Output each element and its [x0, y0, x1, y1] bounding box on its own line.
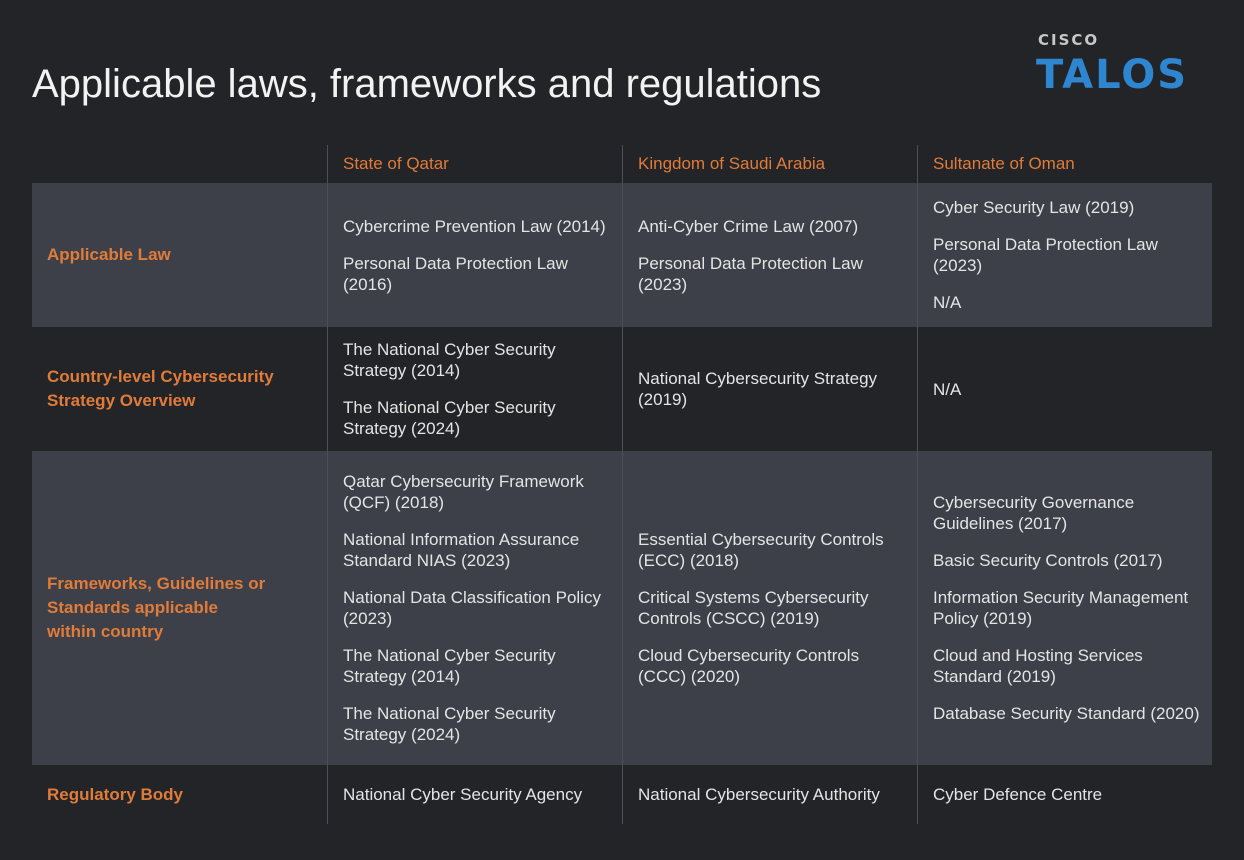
cell-item: National Cybersecurity Strategy (2019): [638, 369, 878, 409]
row-label-cell: [32, 765, 327, 824]
cell-item: Critical Systems Cybersecurity Controls (CSCC) (2019): [638, 588, 869, 628]
row-label-cell: [32, 327, 327, 451]
cell-item: National Data Classification Policy (2023): [343, 588, 601, 628]
header-oman: Sultanate of Oman: [917, 145, 1212, 183]
cell-item: Cloud Cybersecurity Controls (CCC) (2020): [638, 646, 860, 686]
cell-item: Qatar Cybersecurity Framework (QCF) (2018): [343, 472, 584, 512]
cell-item: Cybersecurity Governance Guidelines (2017): [933, 493, 1135, 533]
page-title: Applicable laws, frameworks and regulations: [32, 62, 822, 106]
row-label: Frameworks, Guidelines or Standards applicable within country: [47, 574, 266, 641]
table-cell: [622, 765, 917, 824]
header-saudi-arabia: Kingdom of Saudi Arabia: [622, 145, 917, 183]
cell-item: Cyber Defence Centre: [933, 785, 1103, 804]
logo-talos-text: TALOS: [1036, 52, 1189, 98]
laws-table: [32, 145, 1212, 824]
row-label-cell: [32, 451, 327, 765]
cell-item: Anti-Cyber Crime Law (2007): [638, 216, 859, 236]
table-cell: [917, 183, 1212, 327]
cell-item: The National Cyber Security Strategy (2024): [343, 704, 556, 744]
cell-item: Cloud and Hosting Services Standard (2019): [933, 646, 1143, 686]
logo-cisco-text: CISCO: [1038, 31, 1100, 49]
cell-item: National Cybersecurity Authority: [638, 785, 880, 804]
cell-item: Information Security Management Policy (2019): [933, 588, 1189, 628]
table-row: [32, 183, 1212, 327]
cell-item: N/A: [933, 379, 962, 399]
cell-item: Cyber Security Law (2019): [933, 198, 1135, 217]
table-cell: [622, 327, 917, 451]
cell-item: Basic Security Controls (2017): [933, 551, 1163, 570]
header-qatar: State of Qatar: [327, 145, 622, 183]
table-cell: [917, 765, 1212, 824]
table-cell: [327, 327, 622, 451]
header-cell: [32, 145, 327, 183]
table-row: [32, 765, 1212, 824]
cell-item: Essential Cybersecurity Controls (ECC) (2018): [638, 530, 884, 570]
cell-item: Database Security Standard (2020): [933, 704, 1200, 723]
table-cell: [327, 451, 622, 765]
table-cell: [327, 765, 622, 824]
row-label: Applicable Law: [47, 245, 171, 264]
cell-item: The National Cyber Security Strategy (2014): [343, 646, 556, 686]
table-body: [32, 183, 1212, 824]
cell-item: National Cyber Security Agency: [343, 785, 583, 804]
table-row: [32, 327, 1212, 451]
cell-item: Personal Data Protection Law (2016): [343, 253, 568, 294]
cell-item: The National Cyber Security Strategy (2024): [343, 398, 556, 438]
table-cell: [917, 451, 1212, 765]
row-label: Regulatory Body: [47, 784, 184, 804]
cell-item: National Information Assurance Standard NIAS (2023): [343, 530, 580, 570]
table-cell: [917, 327, 1212, 451]
cisco-talos-logo: [1036, 30, 1226, 100]
row-label: Country-level Cybersecurity Strategy Overview: [47, 367, 274, 410]
table-header: [32, 145, 1212, 183]
table-cell: [622, 183, 917, 327]
table-cell: [327, 183, 622, 327]
row-label-cell: [32, 183, 327, 327]
cell-item: N/A: [933, 293, 962, 312]
table-cell: [622, 451, 917, 765]
cell-item: Personal Data Protection Law (2023): [933, 235, 1158, 275]
cell-item: Personal Data Protection Law (2023): [638, 253, 863, 294]
table-row: [32, 451, 1212, 765]
cell-item: Cybercrime Prevention Law (2014): [343, 216, 606, 236]
cell-item: The National Cyber Security Strategy (2014): [343, 340, 556, 380]
